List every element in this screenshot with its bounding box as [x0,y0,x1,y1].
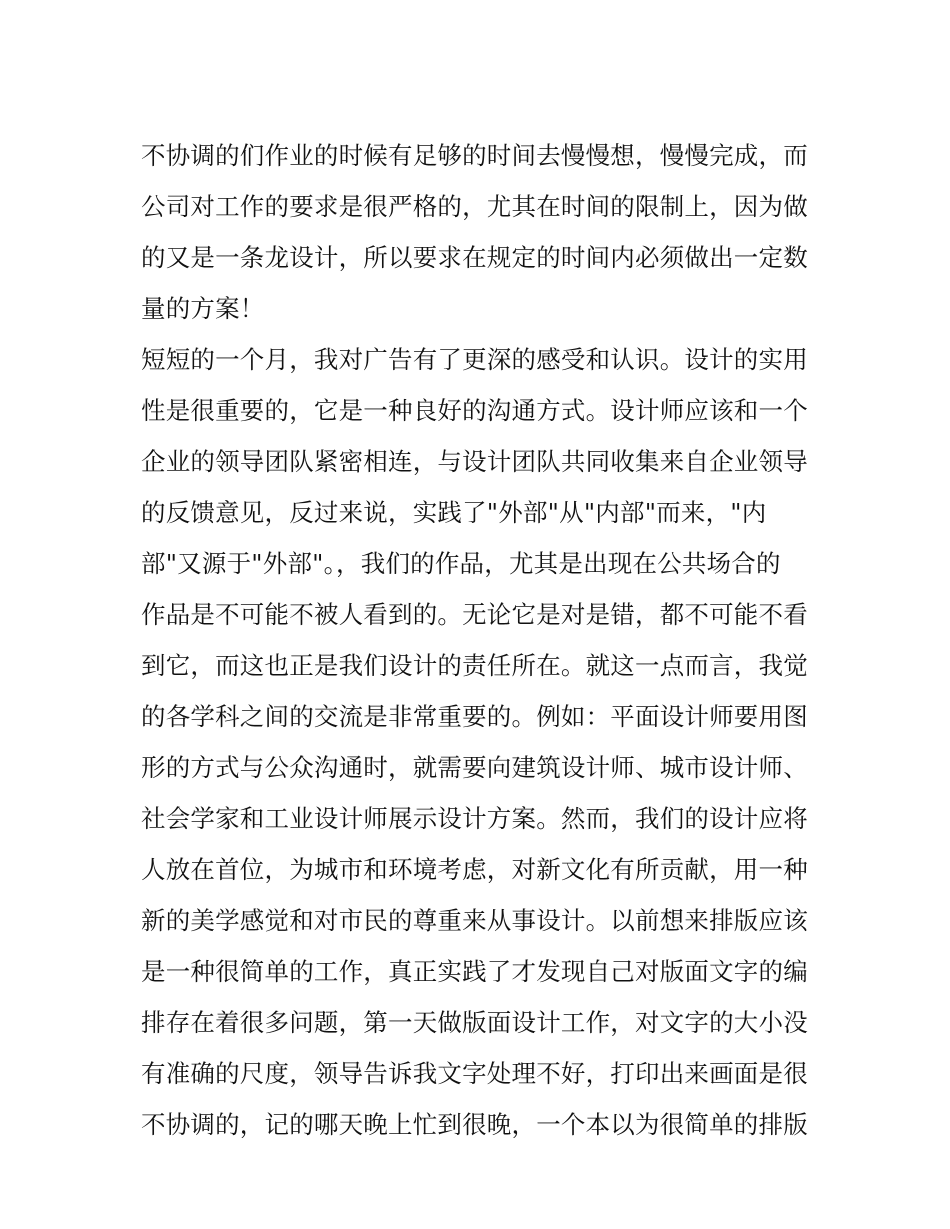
text-line: 企业的领导团队紧密相连，与设计团队共同收集来自企业领导 [141,447,808,476]
document-body [141,130,821,1150]
text-line: 的又是一条龙设计，所以要求在规定的时间内必须做出一定数 [141,243,808,272]
text-line: 排存在着很多问题，第一天做版面设计工作，对文字的大小没 [141,1008,808,1037]
text-line: 部"又源于"外部"。，我们的作品，尤其是出现在公共场合的 [141,549,781,578]
text-line: 的反馈意见，反过来说，实践了"外部"从"内部"而来，"内 [141,498,767,527]
text-line: 是一种很简单的工作，真正实践了才发现自己对版面文字的编 [141,957,808,986]
text-line: 到它，而这也正是我们设计的责任所在。就这一点而言，我觉 [141,651,808,680]
text-line: 社会学家和工业设计师展示设计方案。然而，我们的设计应将 [141,804,808,833]
text-line: 作品是不可能不被人看到的。无论它是对是错，都不可能不看 [141,600,808,629]
text-line: 新的美学感觉和对市民的尊重来从事设计。以前想来排版应该 [141,906,808,935]
text-line: 不协调的们作业的时候有足够的时间去慢慢想，慢慢完成，而 [141,141,808,170]
text-line: 形的方式与公众沟通时，就需要向建筑设计师、城市设计师、 [141,753,808,782]
text-line: 量的方案！ [141,294,265,323]
text-line: 人放在首位，为城市和环境考虑，对新文化有所贡献，用一种 [141,855,808,884]
text-line: 不协调的，记的哪天晚上忙到很晚，一个本以为很简单的排版 [141,1110,808,1139]
text-line: 性是很重要的，它是一种良好的沟通方式。设计师应该和一个 [141,396,808,425]
text-line: 公司对工作的要求是很严格的，尤其在时间的限制上，因为做 [141,192,808,221]
text-line: 短短的一个月，我对广告有了更深的感受和认识。设计的实用 [141,345,808,374]
text-line: 的各学科之间的交流是非常重要的。例如：平面设计师要用图 [141,702,808,731]
text-line: 有准确的尺度，领导告诉我文字处理不好，打印出来画面是很 [141,1059,808,1088]
